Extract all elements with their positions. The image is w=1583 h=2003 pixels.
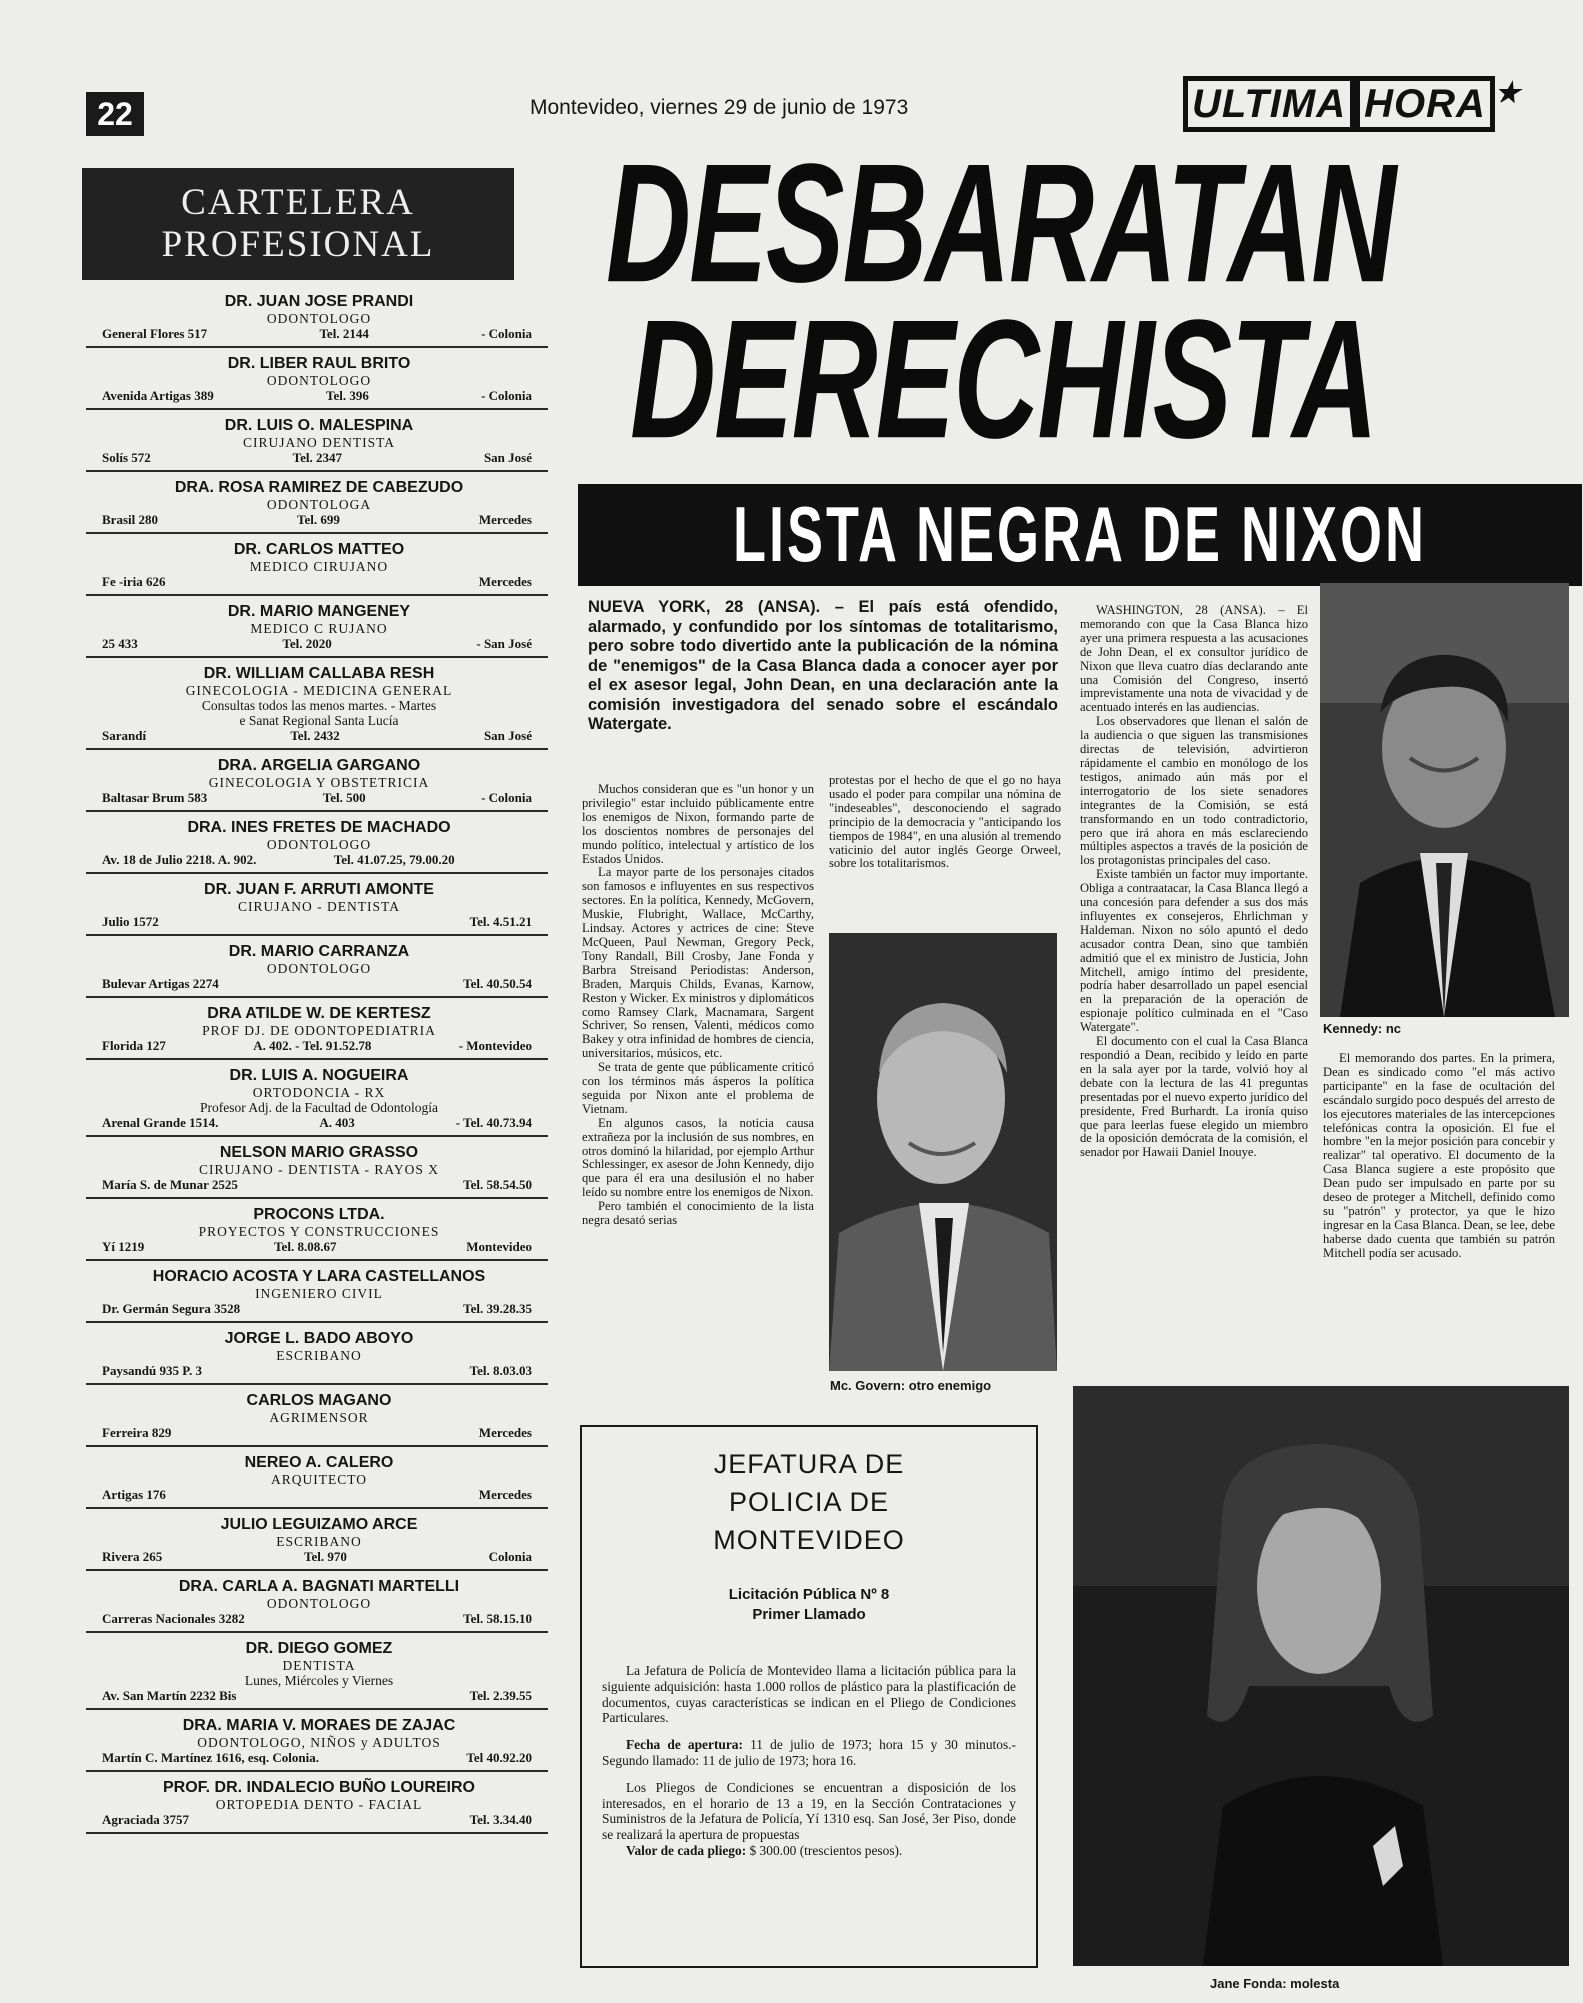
listing-name: DR. MARIO MANGENEY [227,603,411,620]
listing-city: - Colonia [481,790,532,805]
listing-name: DR. JUAN JOSE PRANDI [224,293,414,310]
listing-name: DRA ATILDE W. DE KERTESZ [207,1005,431,1022]
listing-name: DR. CARLOS MATTEO [233,541,405,558]
listing-address: Dr. Germán Segura 3528 [102,1301,241,1316]
listing-entry [86,812,548,874]
headline-line-2: DERECHISTA [630,285,1377,475]
dateline: Montevideo, viernes 29 de junio de 1973 [530,96,909,119]
listing-contact-line [102,852,544,867]
listing-specialty: CIRUJANO DENTISTA [242,435,396,450]
listing-city: - Montevideo [458,1038,532,1053]
listing-contact-line [102,1301,544,1316]
listing-name: DRA. INES FRETES DE MACHADO [187,819,451,836]
listing-entry [86,1323,548,1385]
listing-contact-line [102,1750,544,1765]
notice-subtitle [602,1585,1016,1625]
masthead-word-1: ULTIMA [1183,76,1355,132]
article-paragraph: Muchos consideran que es "un honor y un privilegio" estar incluido públicamente entre los enemigos de Nixon, formando parte de los doscientos nombres de personajes del mundo político, intelectual y artístico de los Estados Unidos. [582,782,814,866]
listing-name: NELSON MARIO GRASSO [219,1144,419,1161]
listing-entry [86,534,548,596]
article-column-4 [1323,1052,1555,1261]
listing-contact-line [102,1688,544,1703]
listing-entry [86,1571,548,1633]
listing-entry [86,472,548,534]
listing-entry [86,936,548,998]
article-paragraph: Pero también el conocimiento de la lista negra desató serias [582,1199,814,1228]
caption-fonda: Jane Fonda: molesta [1210,1976,1340,1991]
article-column-2 [829,774,1061,871]
portrait-image [1320,583,1569,1017]
listing-name: DRA. CARLA A. BAGNATI MARTELLI [178,1578,460,1595]
portrait-image [1073,1386,1569,1966]
listing-phone: Tel. 699 [296,512,340,527]
listing-address: Julio 1572 [102,914,159,929]
listing-address: Arenal Grande 1514. [102,1115,219,1130]
listing-contact-line [102,1549,544,1564]
listing-phone: Tel. 396 [325,388,369,403]
cartelera-title-line-2: PROFESIONAL [161,224,435,265]
listing-city: - San José [476,636,532,651]
listing-entry [86,410,548,472]
police-notice-box [580,1425,1038,1968]
notice-title-line-1: JEFATURA DE [713,1449,905,1479]
subheadline-text: LISTA NEGRA DE NIXON [732,491,1428,579]
listing-contact-line [102,790,544,805]
listing-entry [86,750,548,812]
listing-name: DR. DIEGO GOMEZ [245,1640,393,1657]
listing-contact-line [102,1363,544,1378]
listing-city: Tel 40.92.20 [466,1750,532,1765]
listing-name: JULIO LEGUIZAMO ARCE [220,1516,418,1533]
listing-entry [86,1710,548,1772]
listing-contact-line [102,1425,544,1440]
listing-city: Tel. 8.03.03 [469,1363,532,1378]
listing-city: Mercedes [478,512,532,527]
listing-phone: Tel. 2144 [319,326,369,341]
listing-entry [86,1509,548,1571]
listing-contact-line [102,1177,544,1192]
listing-address: Solís 572 [102,450,151,465]
listing-specialty: ESCRIBANO [276,1534,362,1549]
listing-specialty: INGENIERO CIVIL [255,1286,383,1301]
listing-address: Av. 18 de Julio 2218. A. 902. [102,852,257,867]
listing-address: Yí 1219 [102,1239,145,1254]
article-paragraph: En algunos casos, la noticia causa extrañeza por la inclusión de sus nombres, en otros dominó la hilaridad, por ejemplo Arthur Schlessinger, ex asesor de John Kennedy, dijo que para él era una desilusión el no haber leído su nombre entre los enemigos de Nixon. [582,1115,814,1200]
notice-subtitle-line-1: Licitación Pública Nº 8 [728,1586,890,1603]
article-column-1 [582,783,814,1228]
listing-name: NEREO A. CALERO [244,1454,394,1471]
listing-specialty: AGRIMENSOR [269,1410,369,1425]
portrait-image [829,933,1057,1371]
listing-note: Consultas todos las menos martes. - Martes [201,698,437,713]
listing-entry [86,1261,548,1323]
listing-address: María S. de Munar 2525 [102,1177,238,1192]
listing-entry [86,658,548,750]
listing-name: HORACIO ACOSTA Y LARA CASTELLANOS [152,1268,486,1285]
listing-specialty: ORTODONCIA - RX [252,1085,386,1100]
article-paragraph: WASHINGTON, 28 (ANSA). – El memorando con que la Casa Blanca hizo ayer una primera respuesta a las acusaciones de John Dean, el ex consultor jurídico de Nixon que lleva cuatro días declarando ante una Comisión del Congreso, insertó imprevistamente una nota de vivacidad y de acentuado interés en las audiencias. [1080,603,1308,715]
article-paragraph: Se trata de gente que públicamente criticó con los términos más ásperos la política seguida por Nixon ante el problema de Vietnam. [582,1060,814,1116]
listing-specialty: PROYECTOS Y CONSTRUCCIONES [198,1224,440,1239]
listing-contact-line [102,574,544,589]
listing-specialty: CIRUJANO - DENTISTA - RAYOS X [198,1162,440,1177]
listing-city: Mercedes [478,1425,532,1440]
listing-name: DR. MARIO CARRANZA [228,943,410,960]
listing-address: General Flores 517 [102,326,208,341]
caption-mcgovern: Mc. Govern: otro enemigo [830,1378,992,1393]
listing-address: Artigas 176 [102,1487,166,1502]
listing-specialty: PROF DJ. DE ODONTOPEDIATRIA [202,1023,436,1038]
listing-specialty: GINECOLOGIA Y OBSTETRICIA [208,775,430,790]
page-number: 22 [86,92,144,136]
listing-entry [86,1060,548,1137]
photo-kennedy [1320,583,1569,1017]
listing-specialty: ODONTOLOGO [266,1596,372,1611]
cartelera-listings [86,286,548,1834]
listing-city: San José [483,450,532,465]
notice-label: Fecha de apertura: [626,1737,743,1753]
cartelera-title-line-1: CARTELERA [181,182,415,223]
notice-paragraph: Los Pliegos de Condiciones se encuentran a disposición de los interesados, en el horario de 13 a 19, en la Sección Contrataciones y Suministros de la Jefatura de Policía, Yí 1310 esq. San José, 3er Piso, donde se realizará la apertura de propuestas [602,1779,1016,1843]
listing-phone: Tel. 2020 [282,636,332,651]
listing-name: DRA. MARIA V. MORAES DE ZAJAC [182,1717,456,1734]
listing-contact-line [102,326,544,341]
listing-contact-line [102,1487,544,1502]
listing-phone: Tel. 500 [322,790,366,805]
article-paragraph: El memorando dos partes. En la primera, Dean es sindicado como "el más activo participante" en la fase de ocultación del escándalo surgido poco después del arresto de los ejecutores materiales de las intercepciones telefónicas contra la oposición. El fue el hombre "en la mejor posición para concebir y realizar" tal operativo. El documento de la Casa Blanca sugiere a este propósito que Dean pudo ser impulsado en parte por su deseo de proteger a Mitchell, definido como su "patrón" y protector, ya que le hizo ingresar en la Casa Blanca. Dean, se lee, debe haberse dado cuenta que también su patrón Mitchell podía ser acusado. [1323,1051,1555,1260]
listing-contact-line [102,636,544,651]
listing-contact-line [102,1611,544,1626]
listing-specialty: DENTISTA [282,1658,356,1673]
headline-line-1: DESBARATAN [606,129,1395,319]
listing-address: Martín C. Martínez 1616, esq. Colonia. [102,1750,320,1765]
listing-specialty: CIRUJANO - DENTISTA [238,899,400,914]
listing-contact-line [102,728,544,743]
listing-city: Tel. 40.50.54 [463,976,532,991]
listing-contact-line [102,1239,544,1254]
listing-name: DRA. ROSA RAMIREZ DE CABEZUDO [174,479,464,496]
listing-address: Baltasar Brum 583 [102,790,208,805]
listing-note: Profesor Adj. de la Facultad de Odontología [199,1100,439,1115]
listing-phone: A. 403 [319,1115,355,1130]
article-paragraph: Existe también un factor muy importante. Obliga a contraatacar, la Casa Blanca llegó a una concesión para defender a sus dos más influyentes ex consejeros, Ehrlichman y Haldeman. Nixon no sólo apuntó el dedo acusador contra Dean, sino que también admitió que el ex ministro de Justicia, John Mitchell, amigo íntimo del presidente, podría haber desarrollado un papel esencial en la preparación de la operación de espionaje político culminada en el "Caso Watergate". [1080,867,1308,1035]
listing-entry [86,348,548,410]
star-icon: ★ [1494,77,1521,108]
listing-city: - Colonia [481,388,532,403]
listing-entry [86,1447,548,1509]
listing-city: Colonia [488,1549,532,1564]
listing-name: DR. WILLIAM CALLABA RESH [203,665,435,682]
listing-phone: Tel. 2432 [290,728,340,743]
listing-contact-line [102,388,544,403]
listing-name: CARLOS MAGANO [246,1392,392,1409]
listing-phone: Tel. 2347 [292,450,343,465]
caption-kennedy: Kennedy: nc [1323,1021,1402,1036]
listing-entry [86,1199,548,1261]
notice-title-line-2: POLICIA DE [728,1487,890,1517]
listing-specialty: GINECOLOGIA - MEDICINA GENERAL [185,683,453,698]
listing-city: - Colonia [481,326,532,341]
listing-name: DR. LUIS O. MALESPINA [224,417,414,434]
masthead-word-2: HORA [1355,76,1495,132]
listing-specialty: ODONTOLOGO, NIÑOS y ADULTOS [197,1735,441,1750]
listing-specialty: ORTOPEDIA DENTO - FACIAL [215,1797,423,1812]
listing-city: Tel. 58.54.50 [463,1177,532,1192]
listing-specialty: ODONTOLOGO [266,837,372,852]
listing-name: DR. LUIS A. NOGUEIRA [229,1067,409,1084]
listing-entry [86,1772,548,1834]
notice-paragraph [602,1737,1016,1769]
notice-title-line-3: MONTEVIDEO [713,1525,905,1555]
listing-address: Avenida Artigas 389 [102,388,214,403]
photo-mcgovern [829,933,1057,1371]
listing-phone: Tel. 8.08.67 [274,1239,337,1254]
listing-entry [86,286,548,348]
subheadline [578,484,1582,586]
listing-note: e Sanat Regional Santa Lucía [239,713,399,728]
listing-name: JORGE L. BADO ABOYO [224,1330,414,1347]
listing-city: - Tel. 40.73.94 [455,1115,532,1130]
listing-entry [86,1633,548,1710]
listing-address: Av. San Martín 2232 Bis [102,1688,237,1703]
listing-name: DR. JUAN F. ARRUTI AMONTE [204,881,434,898]
notice-paragraph [602,1843,1016,1859]
listing-city: Tel. 4.51.21 [469,914,532,929]
article-paragraph: El documento con el cual la Casa Blanca respondió a Dean, recibido y leído en parte en la sala ayer por la tarde, volvió hoy al debate con la lectura de las 41 preguntas presentadas por el nuevo experto jurídico del presidente, Fred Burhardt. La ironía quiso que para leerlas fuese elegido un miembro de la oposición demócrata de la comisión, el senador por Hawaii Daniel Inouye. [1080,1034,1308,1160]
listing-address: Florida 127 [102,1038,166,1053]
listing-specialty: ODONTOLOGO [266,373,372,388]
article-paragraph: Los observadores que llenan el salón de la audiencia o que siguen las transmisiones directas de televisión, advirtieron rápidamente el cambio en monólogo de los testigos, animado aún más por el interrogatorio de los siete senadores integrantes de la Comisión, se está transformando en un todo contradictorio, pero que irá ahora en más esclareciendo múltiples aspectos a través de la posición de los protagonistas principales del caso. [1080,714,1308,868]
listing-contact-line [102,976,544,991]
masthead-logo [1183,76,1549,132]
listing-address: Bulevar Artigas 2274 [102,976,219,991]
notice-title [602,1445,1016,1559]
notice-subtitle-line-2: Primer Llamado [752,1606,866,1623]
listing-entry [86,998,548,1060]
listing-specialty: ODONTOLOGO [266,961,372,976]
listing-address: 25 433 [102,636,138,651]
listing-specialty: ARQUITECTO [271,1472,367,1487]
listing-address: Rivera 265 [102,1549,163,1564]
article-column-3 [1080,604,1308,1160]
listing-city: Tel. 39.28.35 [463,1301,532,1316]
article-lead: NUEVA YORK, 28 (ANSA). – El país está ofendido, alarmado, y confundido por los síntomas de totalitarismo, pero sobre todo divertido ante la publicación de la nómina de "enemigos" de la Casa Blanca dada a conocer ayer por el ex asesor legal, John Dean, en una declaración ante la comisión investigadora del senado sobre el escándalo Watergate. [588,598,1058,733]
listing-city: San José [483,728,532,743]
listing-city: Tel. 2.39.55 [469,1688,532,1703]
listing-address: Paysandú 935 P. 3 [102,1363,202,1378]
listing-entry [86,596,548,658]
listing-specialty: ODONTOLOGA [266,497,372,512]
listing-phone: Tel. 41.07.25, 79.00.20 [333,852,455,867]
listing-city: Tel. 3.34.40 [469,1812,532,1827]
listing-specialty: ESCRIBANO [276,1348,362,1363]
listing-contact-line [102,914,544,929]
listing-entry [86,1385,548,1447]
listing-contact-line [102,1812,544,1827]
listing-address: Ferreira 829 [102,1425,172,1440]
listing-note: Lunes, Miércoles y Viernes [244,1673,394,1688]
listing-city: Mercedes [478,574,532,589]
listing-specialty: MEDICO CIRUJANO [249,559,389,574]
notice-paragraph: La Jefatura de Policía de Montevideo llama a licitación pública para la siguiente adquisición: hasta 1.000 rollos de plástico para la plastificación de documentos, cuyas características se indican en el Pliego de Condiciones Particulares. [602,1663,1016,1726]
listing-entry [86,1137,548,1199]
listing-address: Sarandí [102,728,147,743]
listing-specialty: MEDICO C RUJANO [250,621,388,636]
listing-phone: A. 402. - Tel. 91.52.78 [253,1038,372,1053]
listing-name: DR. LIBER RAUL BRITO [227,355,411,372]
listing-contact-line [102,1038,544,1053]
listing-address: Carreras Nacionales 3282 [102,1611,245,1626]
listing-contact-line [102,450,544,465]
listing-city: Mercedes [478,1487,532,1502]
listing-name: PROF. DR. INDALECIO BUÑO LOUREIRO [162,1779,475,1796]
listing-address: Brasil 280 [102,512,158,527]
listing-contact-line [102,1115,544,1130]
listing-name: PROCONS LTDA. [253,1206,385,1223]
listing-city: Montevideo [466,1239,532,1254]
listing-address: Fe -iria 626 [102,574,166,589]
listing-entry [86,874,548,936]
listing-contact-line [102,512,544,527]
cartelera-header [82,168,514,280]
notice-text: 11 de julio de 1973; hora 15 y 30 minutos.- Segundo llamado: 11 de julio de 1973; hora 16. [602,1737,1016,1768]
listing-specialty: ODONTOLOGO [266,311,372,326]
notice-text: $ 300.00 (trescientos pesos). [746,1842,903,1858]
article-paragraph: protestas por el hecho de que el go no haya usado el poder para compilar una nómina de "indeseables", desconociendo el sagrado principio de la democracia y "anticipando los tiempos de 1984", en una alusión al tremendo vaticinio del autor inglés George Orweel, sobre los totalitarismos. [829,773,1061,871]
listing-address: Agraciada 3757 [102,1812,190,1827]
notice-label: Valor de cada pliego: [626,1842,747,1858]
notice-body [602,1663,1016,1859]
article-paragraph: La mayor parte de los personajes citados son famosos e influyentes en sus respectivos sectores. En la política, Kennedy, McGovern, Muskie, Flubright, Wallace, McCarthy, Lindsay. Actores y actrices de cine: Steve McQueen, Paul Newman, Gregory Peck, Tony Randall, Bill Crosby, Jane Fonda y Barbra Streisand Periodistas: Anderson, Braden, Marquis Childs, Evanas, Karnow, Reston y Wicker. Ex ministros y diplomáticos como Ramsey Clark, Macnamara, Sargent Schriver, So rensen, Valenti, médicos como Bakey y otra infinidad de hombres de ciencia, universitarios, músicos, etc. [582,865,814,1061]
photo-fonda [1073,1386,1569,1966]
listing-name: DRA. ARGELIA GARGANO [217,757,421,774]
listing-phone: Tel. 970 [304,1549,347,1564]
listing-city: Tel. 58.15.10 [463,1611,532,1626]
